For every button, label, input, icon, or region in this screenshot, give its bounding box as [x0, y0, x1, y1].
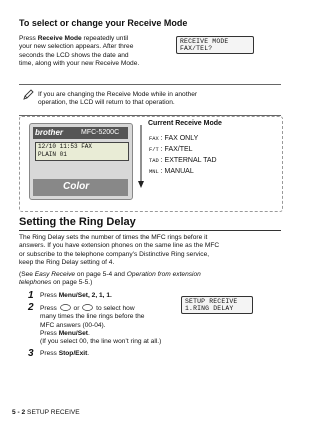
stop-exit-key: Stop/Exit — [58, 350, 88, 357]
mode-code: FAX — [149, 136, 159, 142]
text: (If you select 00, the line won’t ring at all.) — [40, 338, 162, 346]
page-number: 5 - 2 — [12, 409, 26, 416]
mode-item — [149, 146, 217, 157]
text: time, along with your new Receive Mode. — [19, 59, 140, 67]
lcd-line-1: RECEIVE MODE — [180, 38, 229, 45]
text: Press — [40, 292, 59, 299]
section-title-receive-mode: To select or change your Receive Mode — [19, 18, 188, 28]
note-box — [19, 84, 281, 116]
telephones-link: telephones — [19, 279, 52, 287]
mode-item — [149, 168, 217, 179]
mfc-panel — [29, 123, 133, 200]
key-sequence: , 2, 1, 1. — [88, 292, 112, 299]
see-also-reference — [19, 271, 281, 288]
mode-label: : FAX/TEL — [160, 146, 193, 153]
mode-item — [149, 135, 217, 146]
text: your new selection appears. After three — [19, 43, 134, 51]
panel-lcd — [35, 142, 129, 161]
text: MFC answers (00-04). — [40, 321, 106, 329]
color-label: Color — [63, 181, 90, 192]
lcd-line-1: SETUP RECEIVE — [185, 298, 238, 305]
lcd-line-2: FAX/TEL? — [180, 45, 213, 53]
text: keep the Ring Delay setting of 4. — [19, 258, 115, 266]
ring-delay-paragraph — [19, 234, 281, 267]
footer-section-name: SETUP RECEIVE — [27, 409, 80, 416]
current-receive-mode-heading: Current Receive Mode — [148, 120, 222, 127]
text: or subscribe to the telephone company’s Distinctive Ring service, — [19, 250, 210, 258]
text: If you are changing the Receive Mode while in another — [38, 91, 198, 98]
text: many times the line rings before the — [40, 313, 145, 321]
pencil-note-icon — [23, 89, 34, 100]
step-2-number: 2 — [28, 302, 34, 313]
up-button-icon — [60, 304, 71, 311]
text: or — [73, 305, 80, 312]
text: The Ring Delay sets the number of times the MFC rings before it — [19, 234, 208, 241]
text: . — [87, 350, 90, 357]
down-arrow-icon — [138, 125, 144, 189]
divider — [19, 230, 281, 231]
step-3-number: 3 — [28, 348, 34, 359]
text: Press — [40, 329, 59, 337]
section-title-ring-delay: Setting the Ring Delay — [19, 216, 136, 228]
mode-code: MNL — [149, 169, 159, 175]
text: Press — [19, 35, 38, 42]
panel-lcd-line-1: 12/10 11:53 FAX — [38, 143, 93, 150]
easy-receive-link: Easy Receive — [34, 271, 76, 278]
receive-mode-paragraph — [19, 35, 169, 68]
step-2-text — [40, 304, 190, 346]
extension-link: Operation from extension — [126, 271, 201, 278]
mode-code: F/T — [149, 147, 159, 153]
mode-code: TAD — [149, 158, 159, 164]
page-footer — [12, 409, 80, 416]
lcd-line-2: 1.RING DELAY — [185, 305, 234, 313]
text: to select how — [96, 305, 135, 312]
step-1-text — [40, 292, 112, 300]
text: (See — [19, 271, 35, 278]
text: repeatedly until — [81, 35, 129, 42]
menu-set-key: Menu/Set — [58, 329, 88, 337]
mode-item — [149, 157, 217, 168]
text: on page 5-4 and — [75, 271, 127, 278]
mode-label: : EXTERNAL TAD — [160, 157, 217, 164]
menu-set-key: Menu/Set — [58, 292, 88, 299]
receive-mode-list — [149, 135, 217, 179]
lcd-display-ring-delay — [181, 296, 253, 314]
text: on page 5-5.) — [51, 279, 93, 287]
step-1-number: 1 — [28, 290, 34, 301]
brand-bar — [33, 127, 128, 139]
text: Press — [40, 305, 57, 312]
text: operation, the LCD will return to that operation. — [38, 99, 175, 107]
brother-logo: brother — [35, 128, 63, 137]
mode-label: : FAX ONLY — [160, 135, 199, 142]
down-button-icon — [82, 304, 93, 311]
panel-lcd-line-2: PLAIN 01 — [38, 150, 67, 158]
text: answers. If you have extension phones on the same line as the MFC — [19, 242, 220, 250]
color-bar — [33, 179, 128, 196]
text: . — [88, 329, 90, 337]
lcd-display-receive-mode — [176, 36, 254, 54]
note-text — [38, 91, 278, 108]
step-3-text — [40, 350, 89, 358]
model-name: MFC-5200C — [81, 129, 120, 136]
receive-mode-key-label: Receive Mode — [37, 35, 82, 42]
text: Press — [40, 350, 59, 357]
mode-label: : MANUAL — [160, 168, 194, 175]
text: seconds the LCD shows the date and — [19, 51, 129, 59]
